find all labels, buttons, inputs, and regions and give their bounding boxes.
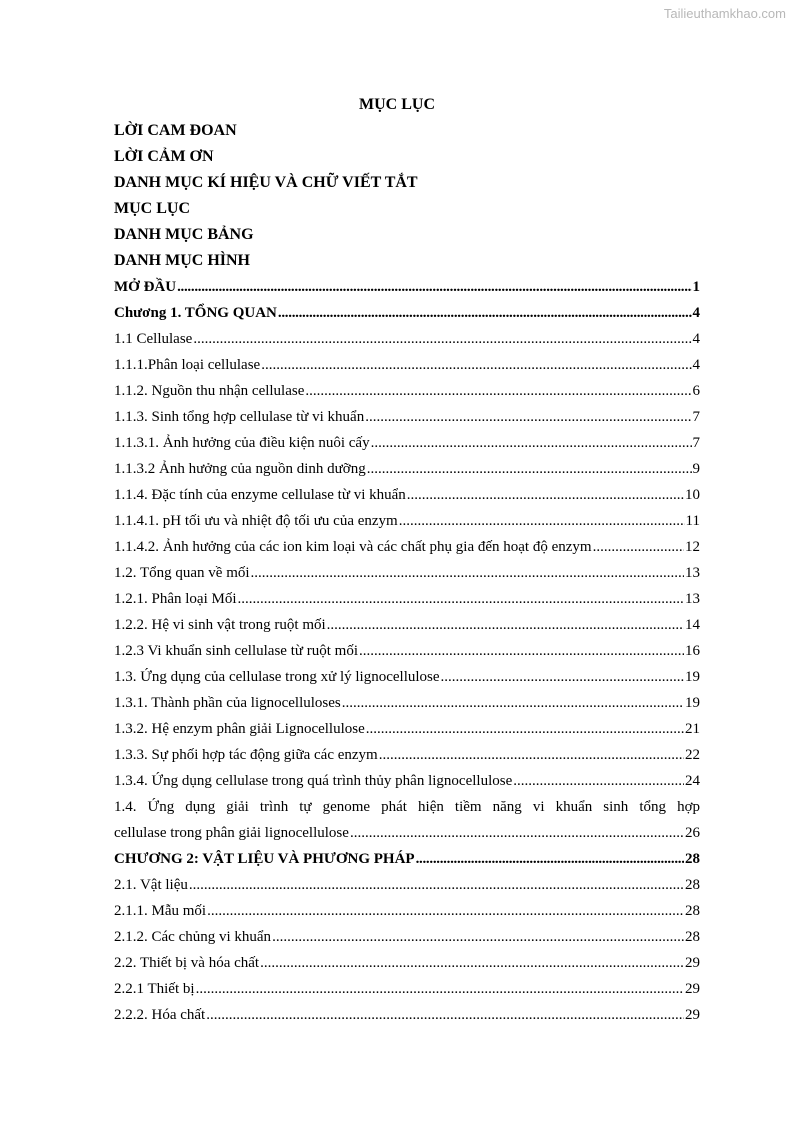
toc-entry-page: 29 (685, 981, 700, 997)
toc-entry-title: MỞ ĐẦU (114, 279, 177, 295)
dot-leader (359, 638, 684, 664)
toc-entry-page: 19 (685, 669, 700, 685)
toc-entry-title: 1.1.2. Nguồn thu nhận cellulase (114, 383, 305, 399)
dot-leader (407, 482, 684, 508)
toc-entry-page: 22 (685, 747, 700, 763)
toc-entry[interactable] (114, 768, 700, 794)
toc-entry-title: 1.1.4.1. pH tối ưu và nhiệt độ tối ưu của enzym (114, 513, 398, 529)
toc-entry-title: 1.1 Cellulase (114, 331, 193, 347)
toc-entry-page: 24 (685, 773, 700, 789)
toc-entry-title: 2.1.2. Các chủng vi khuẩn (114, 929, 272, 945)
toc-entry-page: 13 (685, 565, 700, 581)
page-title: MỤC LỤC (359, 96, 435, 113)
dot-leader (272, 924, 684, 950)
toc-entry[interactable] (114, 404, 700, 430)
toc-entry-page: 29 (685, 955, 700, 971)
toc-entry-page: 7 (692, 435, 700, 451)
dot-leader (207, 898, 684, 924)
dot-leader (593, 534, 684, 560)
toc-entry[interactable] (114, 482, 700, 508)
toc-entry[interactable] (114, 638, 700, 664)
toc-entry[interactable] (114, 430, 700, 456)
toc-entry[interactable] (114, 612, 700, 638)
toc-entry-title: 1.1.4.2. Ảnh hưởng của các ion kim loại và các chất phụ gia đến hoạt độ enzym (114, 539, 592, 555)
toc-entry[interactable] (114, 508, 700, 534)
toc-entry[interactable] (114, 690, 700, 716)
toc-entry-title: Chương 1. TỔNG QUAN (114, 305, 277, 321)
toc-entry-title: 1.2.1. Phân loại Mối (114, 591, 237, 607)
toc-entry-page: 29 (685, 1007, 700, 1023)
toc-entry-title: 1.1.3.1. Ảnh hưởng của điều kiện nuôi cấy (114, 435, 370, 451)
table-of-contents (114, 118, 700, 1028)
dot-leader (350, 820, 684, 846)
toc-entry-page: 12 (685, 539, 700, 555)
dot-leader (441, 664, 684, 690)
toc-entry-page: 9 (692, 461, 700, 477)
dot-leader (193, 326, 691, 352)
toc-entry-page: 4 (692, 331, 700, 347)
toc-entry[interactable] (114, 950, 700, 976)
toc-entry-page: 19 (685, 695, 700, 711)
dot-leader (327, 612, 684, 638)
toc-entry-title: 1.4. Ứng dụng giải trình tự genome phát hiện tiềm năng vi khuẩn sinh tổng hợp (114, 799, 700, 815)
front-matter-item[interactable]: MỤC LỤC (114, 200, 190, 217)
toc-entry-page: 26 (685, 825, 700, 841)
toc-entry-title: 1.2.3 Vi khuẩn sinh cellulase từ ruột mối (114, 643, 359, 659)
toc-entry[interactable] (114, 846, 700, 872)
toc-entry[interactable] (114, 664, 700, 690)
dot-leader (177, 274, 691, 300)
dot-leader (278, 300, 692, 326)
toc-entry-wrapped[interactable] (114, 794, 700, 846)
dot-leader (365, 404, 691, 430)
toc-entry-page: 4 (692, 305, 700, 321)
toc-entry[interactable] (114, 898, 700, 924)
toc-entry[interactable] (114, 274, 700, 300)
dot-leader (196, 976, 684, 1002)
toc-entry-title: cellulase trong phân giải lignocellulose (114, 825, 349, 841)
toc-entry-title: 1.3.4. Ứng dụng cellulase trong quá trình thủy phân lignocellulose (114, 773, 513, 789)
toc-entry-title: 2.1.1. Mẫu mối (114, 903, 207, 919)
toc-entry[interactable] (114, 352, 700, 378)
dot-leader (366, 716, 684, 742)
toc-entry-page: 28 (685, 851, 700, 867)
toc-entry-title: 2.2. Thiết bị và hóa chất (114, 955, 260, 971)
toc-entry-page: 16 (685, 643, 700, 659)
toc-entry-title: 1.1.3. Sinh tổng hợp cellulase từ vi khuẩn (114, 409, 365, 425)
front-matter-item[interactable]: LỜI CAM ĐOAN (114, 122, 237, 139)
front-matter-item[interactable]: DANH MỤC BẢNG (114, 226, 254, 243)
toc-entry-page: 6 (692, 383, 700, 399)
toc-entry-page: 14 (685, 617, 700, 633)
dot-leader (371, 430, 692, 456)
toc-entry-title: 1.2. Tổng quan về mối (114, 565, 250, 581)
toc-entry-page: 13 (685, 591, 700, 607)
toc-entry[interactable] (114, 872, 700, 898)
toc-entry-title: 1.1.1.Phân loại cellulase (114, 357, 261, 373)
watermark: Tailieuthamkhao.com (663, 6, 786, 21)
dot-leader (261, 352, 691, 378)
toc-entry[interactable] (114, 534, 700, 560)
dot-leader (305, 378, 691, 404)
toc-entry-title: 2.2.2. Hóa chất (114, 1007, 206, 1023)
dot-leader (189, 872, 684, 898)
dot-leader (206, 1002, 684, 1028)
toc-entry[interactable] (114, 924, 700, 950)
toc-entry-title: 2.2.1 Thiết bị (114, 981, 195, 997)
toc-entry-page: 21 (685, 721, 700, 737)
toc-entries (114, 274, 700, 794)
toc-entry[interactable] (114, 1002, 700, 1028)
front-matter-item[interactable]: DANH MỤC KÍ HIỆU VÀ CHỮ VIẾT TẮT (114, 174, 418, 191)
dot-leader (342, 690, 684, 716)
toc-entry-page: 10 (685, 487, 700, 503)
toc-entry-title: 1.2.2. Hệ vi sinh vật trong ruột mối (114, 617, 326, 633)
dot-leader (260, 950, 684, 976)
toc-entries-chapter-2 (114, 846, 700, 1028)
toc-entry-title: 1.1.4. Đặc tính của enzyme cellulase từ vi khuẩn (114, 487, 406, 503)
toc-entry[interactable] (114, 586, 700, 612)
toc-entry-page: 11 (685, 513, 700, 529)
dot-leader (513, 768, 684, 794)
dot-leader (399, 508, 685, 534)
toc-entry-title: 1.3. Ứng dụng của cellulase trong xử lý lignocellulose (114, 669, 440, 685)
toc-entry[interactable] (114, 560, 700, 586)
toc-entry-title: CHƯƠNG 2: VẬT LIỆU VÀ PHƯƠNG PHÁP (114, 851, 415, 867)
toc-entry-page: 7 (692, 409, 700, 425)
toc-entry[interactable] (114, 326, 700, 352)
toc-entry[interactable] (114, 716, 700, 742)
toc-entry-title: 1.3.2. Hệ enzym phân giải Lignocellulose (114, 721, 365, 737)
toc-entry[interactable] (114, 378, 700, 404)
dot-leader (416, 846, 684, 872)
front-matter-item[interactable]: DANH MỤC HÌNH (114, 252, 250, 269)
front-matter-item[interactable]: LỜI CẢM ƠN (114, 148, 214, 165)
front-matter-list (114, 118, 700, 274)
toc-entry-page: 28 (685, 929, 700, 945)
toc-entry[interactable] (114, 742, 700, 768)
toc-entry-page: 28 (685, 877, 700, 893)
toc-entry[interactable] (114, 300, 700, 326)
dot-leader (367, 456, 692, 482)
toc-entry[interactable] (114, 456, 700, 482)
dot-leader (379, 742, 684, 768)
dot-leader (251, 560, 684, 586)
dot-leader (238, 586, 685, 612)
toc-entry-page: 1 (692, 279, 700, 295)
toc-entry-title: 2.1. Vật liệu (114, 877, 188, 893)
toc-entry-page: 28 (685, 903, 700, 919)
toc-entry-page: 4 (692, 357, 700, 373)
toc-entry-title: 1.3.1. Thành phần của lignocelluloses (114, 695, 341, 711)
toc-entry-title: 1.3.3. Sự phối hợp tác động giữa các enzym (114, 747, 378, 763)
toc-entry[interactable] (114, 976, 700, 1002)
toc-entry-title: 1.1.3.2 Ảnh hưởng của nguồn dinh dưỡng (114, 461, 366, 477)
